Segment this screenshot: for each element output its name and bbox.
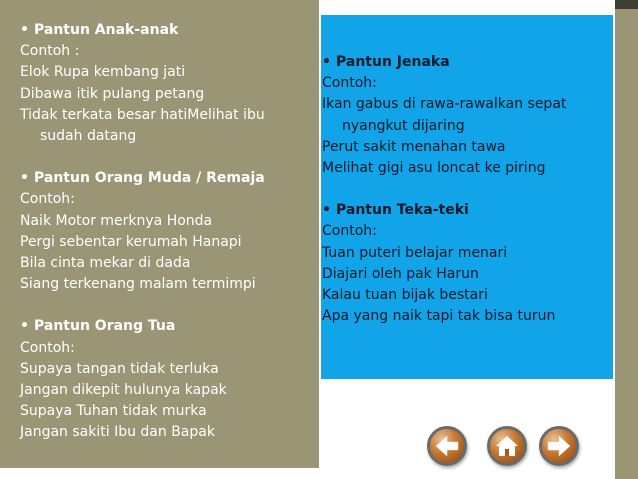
- text-line: Tidak terkata besar hatiMelihat ibu: [20, 106, 265, 123]
- text-line: Contoh:: [322, 75, 377, 92]
- next-button[interactable]: [539, 426, 579, 466]
- section-heading: • Pantun Orang Muda / Remaja: [20, 168, 319, 189]
- text-line: Apa yang naik tapi tak bisa turun: [322, 308, 556, 325]
- right-content-panel: [319, 13, 615, 381]
- house-icon: [494, 433, 520, 459]
- text-line: sudah datang: [40, 128, 137, 145]
- left-content-panel: [0, 0, 319, 468]
- text-line: Contoh:: [20, 191, 75, 208]
- text-line: Naik Motor merknya Honda: [20, 212, 213, 229]
- text-line: Contoh:: [322, 223, 377, 240]
- text-line: Supaya Tuhan tidak murka: [20, 403, 207, 420]
- bullet-icon: •: [20, 22, 29, 38]
- section-pantun-orang-tua: [20, 316, 319, 443]
- text-line: nyangkut dijaring: [342, 117, 465, 134]
- text-line: Contoh :: [20, 43, 80, 60]
- right-edge-accent: [615, 0, 638, 9]
- bullet-icon: •: [322, 54, 331, 70]
- text-line: Kalau tuan bijak bestari: [322, 287, 488, 304]
- bullet-icon: •: [20, 318, 29, 335]
- section-heading: • Pantun Anak-anak: [20, 20, 319, 41]
- section-pantun-jenaka: [322, 52, 613, 179]
- text-line: Jangan sakiti Ibu dan Bapak: [20, 424, 215, 441]
- home-button[interactable]: [487, 426, 527, 466]
- text-line: Elok Rupa kembang jati: [20, 64, 186, 81]
- text-line: Pergi sebentar kerumah Hanapi: [20, 233, 242, 250]
- text-line: Ikan gabus di rawa-rawalkan sepat: [322, 96, 567, 113]
- right-edge-bar: [615, 0, 638, 479]
- text-line: Tuan puteri belajar menari: [322, 244, 508, 261]
- section-heading: • Pantun Teka-teki: [322, 200, 613, 221]
- text-line: Dibawa itik pulang petang: [20, 85, 205, 102]
- section-pantun-teka-teki: [322, 200, 613, 327]
- text-line: Bila cinta mekar di dada: [20, 255, 191, 272]
- text-line: Perut sakit menahan tawa: [322, 138, 506, 155]
- text-line: Contoh:: [20, 339, 75, 356]
- text-line: Melihat gigi asu loncat ke piring: [322, 160, 546, 177]
- section-pantun-anak-anak: [20, 20, 319, 147]
- section-heading: • Pantun Jenaka: [322, 52, 613, 73]
- arrow-right-icon: [546, 433, 572, 459]
- text-line: Siang terkenang malam termimpi: [20, 276, 256, 293]
- text-line: Supaya tangan tidak terluka: [20, 360, 219, 377]
- arrow-left-icon: [434, 433, 460, 459]
- text-line: Jangan dikepit hulunya kapak: [20, 382, 227, 399]
- bullet-icon: •: [322, 202, 331, 219]
- bullet-icon: •: [20, 170, 29, 187]
- section-pantun-orang-muda: [20, 168, 319, 295]
- back-button[interactable]: [427, 426, 467, 466]
- text-line: Diajari oleh pak Harun: [322, 265, 479, 282]
- section-heading: • Pantun Orang Tua: [20, 316, 319, 337]
